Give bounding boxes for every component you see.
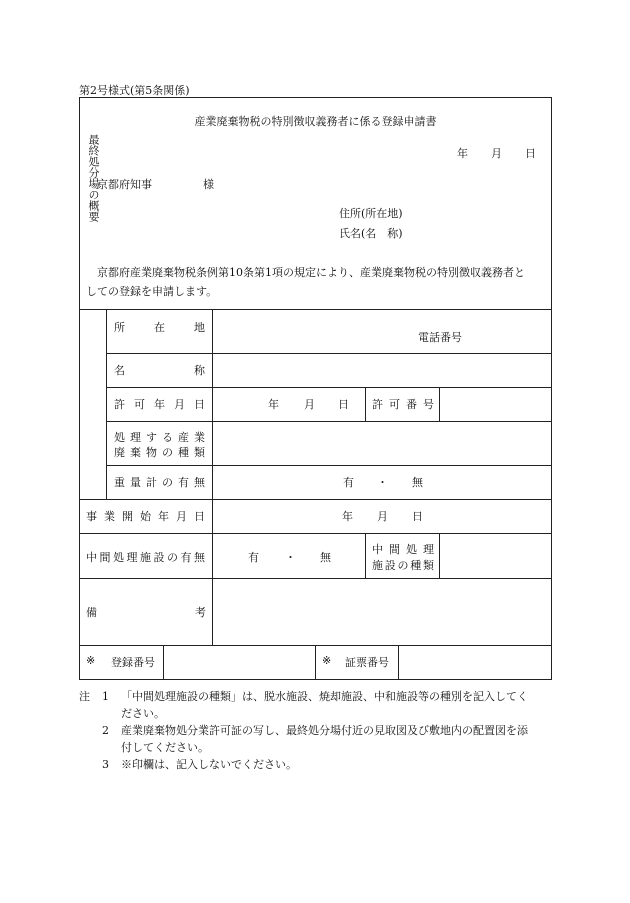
waste-type-label-line-2: 廃棄物の種類: [114, 446, 205, 459]
addressee-honorific: 様: [203, 178, 214, 191]
intermediate-type-label-line-2: 施設の種類: [372, 559, 434, 572]
scale-label: 重量計の有無: [114, 476, 205, 489]
certificate-mark: ※: [322, 654, 332, 667]
note-3: [79, 756, 552, 773]
note-line: 付してください。: [121, 741, 209, 754]
note-2: [79, 722, 552, 756]
scale-yes: 有: [343, 476, 354, 489]
applicant-address-label: 住所(所在地): [339, 207, 403, 220]
form-title: 産業廃棄物税の特別徴収義務者に係る登録申請書: [194, 115, 437, 128]
intermediate-no: 無: [320, 551, 331, 564]
application-form: [79, 97, 552, 680]
note-1: [79, 688, 552, 722]
final-disposal-group-label: 最終処分場の概要: [87, 134, 100, 222]
form-number: 第2号様式(第5条関係): [79, 84, 190, 97]
registration-number-label: 登録番号: [111, 656, 155, 669]
note-line: 産業廃棄物処分業許可証の写し、最終処分場付近の見取図及び敷地内の配置図を添: [121, 724, 528, 737]
intermediate-facility-label: 中間処理施設の有無: [86, 551, 205, 564]
permit-date-day: 日: [338, 398, 349, 411]
note-number: 3: [102, 758, 109, 771]
statement-line-1: 京都府産業廃棄物税条例第10条第1項の規定により、産業廃棄物税の特別徴収義務者と: [97, 266, 525, 279]
note-line: ださい。: [121, 707, 165, 720]
note-line: ※印欄は、記入しないでください。: [121, 758, 297, 771]
permit-date-label: 許可年月日: [114, 398, 205, 411]
waste-type-label-line-1: 処理する産業: [114, 431, 205, 444]
business-start-label: 事業開始年月日: [86, 510, 205, 523]
applicant-name-label: 氏名(名 称): [339, 227, 403, 240]
date-year: 年: [457, 147, 468, 160]
date-month: 月: [491, 147, 502, 160]
intermediate-dot: ・: [285, 551, 296, 564]
remarks-label-right: 考: [195, 606, 206, 619]
statement-line-2: しての登録を申請します。: [86, 285, 218, 298]
scale-no: 無: [412, 476, 423, 489]
registration-mark: ※: [86, 654, 96, 667]
remarks-label-left: 備: [86, 606, 97, 619]
date-day: 日: [525, 147, 536, 160]
facility-name-label: 名称: [114, 364, 205, 377]
intermediate-type-label-line-1: 中間処理: [372, 543, 434, 556]
permit-date-month: 月: [304, 398, 315, 411]
certificate-number-label: 証票番号: [345, 656, 389, 669]
permit-number-label: 許可番号: [372, 398, 434, 411]
phone-label: 電話番号: [418, 331, 462, 344]
notes: [79, 688, 552, 773]
note-number: 2: [102, 724, 109, 737]
note-line: 「中間処理施設の種類」は、脱水施設、焼却施設、中和施設等の種別を記入してく: [121, 690, 528, 703]
business-start-day: 日: [412, 510, 423, 523]
note-number: 1: [102, 690, 109, 703]
scale-dot: ・: [377, 476, 388, 489]
business-start-month: 月: [377, 510, 388, 523]
notes-prefix: 注: [79, 690, 90, 703]
addressee: 京都府知事: [97, 178, 152, 191]
location-label: 所在地: [114, 321, 205, 334]
permit-date-year: 年: [268, 398, 279, 411]
business-start-year: 年: [342, 510, 353, 523]
intermediate-yes: 有: [248, 551, 259, 564]
